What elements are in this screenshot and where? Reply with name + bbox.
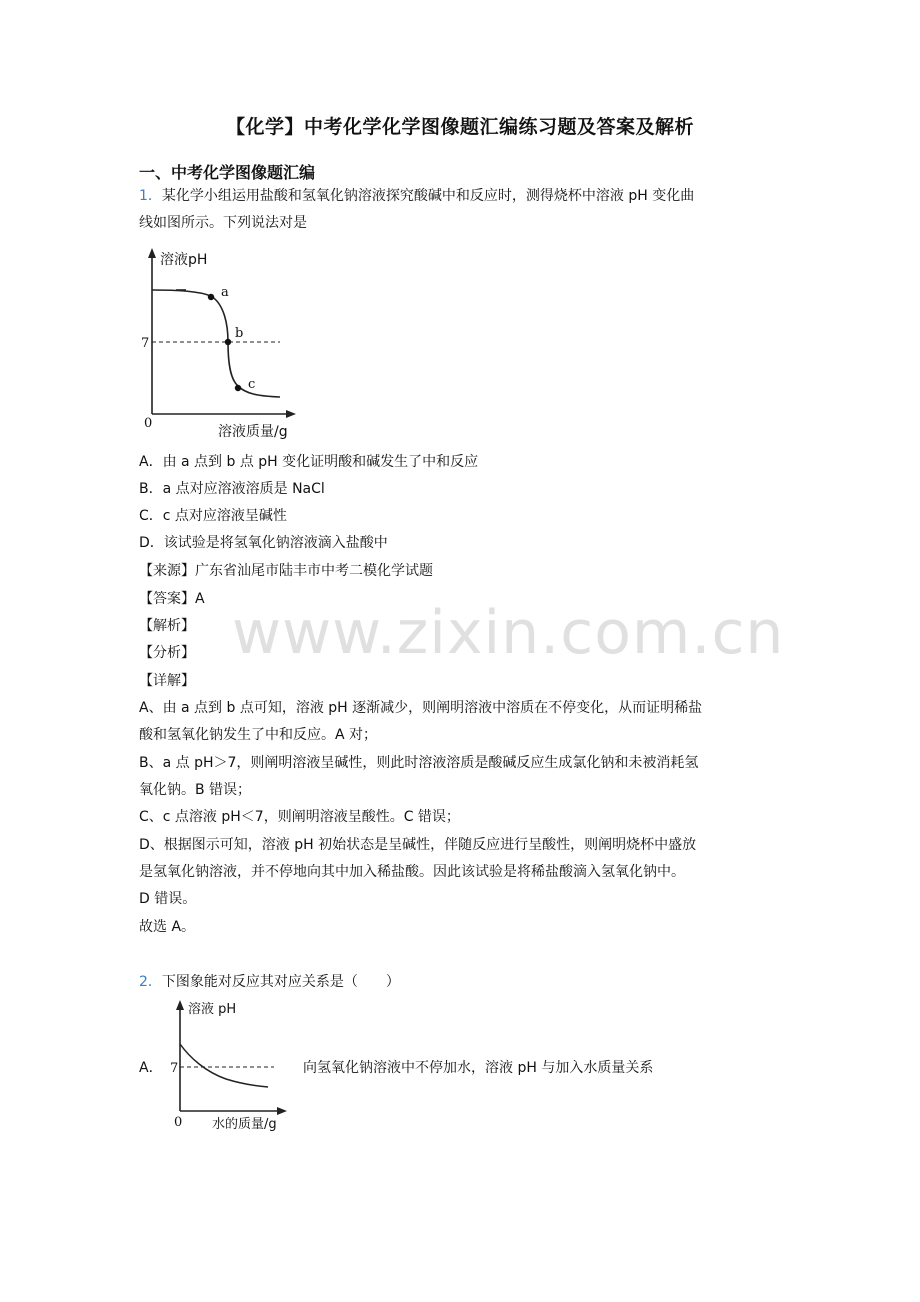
- q1-explain-line: B、a 点 pH＞7，则阐明溶液呈碱性，则此时溶液溶质是酸碱反应生成氯化钠和未被消耗氢: [139, 755, 699, 771]
- q2-y-axis-label: 溶液 pH: [188, 1002, 237, 1017]
- q1-x-axis-label: 溶液质量/g: [218, 424, 288, 440]
- q1-label-b: b: [235, 326, 244, 341]
- q2-option-a-figure: [166, 996, 291, 1131]
- q1-explain-line: D 错误。: [139, 891, 197, 907]
- q2-x-axis-arrow: [277, 1107, 287, 1115]
- q1-answer: 【答案】A: [139, 591, 205, 607]
- q1-y-axis-arrow: [148, 248, 156, 258]
- q1-option-c: C．c 点对应溶液呈碱性: [139, 508, 287, 524]
- q2-ph-curve: [180, 1044, 268, 1087]
- q1-explain-line: 是氢氧化钠溶液，并不停地向其中加入稀盐酸。因此该试验是将稀盐酸滴入氢氧化钠中。: [139, 864, 685, 880]
- q1-fenxi-heading: 【分析】: [139, 645, 195, 661]
- q1-origin-label: 0: [144, 416, 153, 431]
- q1-source: 【来源】广东省汕尾市陆丰市中考二模化学试题: [139, 563, 433, 579]
- q1-ph-curve-figure: [138, 244, 313, 444]
- q2-ytick-7: 7: [170, 1061, 179, 1076]
- q1-analysis-heading: 【解析】: [139, 618, 195, 634]
- q1-option-d: D．该试验是将氢氧化钠溶液滴入盐酸中: [139, 535, 388, 551]
- q1-stem-line1: [139, 186, 694, 206]
- q1-label-a: a: [221, 285, 229, 300]
- q1-detail-heading: 【详解】: [139, 673, 195, 689]
- q1-option-a: A．由 a 点到 b 点 pH 变化证明酸和碱发生了中和反应: [139, 454, 479, 470]
- q1-option-b: B．a 点对应溶液溶质是 NaCl: [139, 481, 325, 497]
- q2-stem-text: 下图象能对反应其对应关系是（ ）: [161, 974, 400, 990]
- q1-stem-text1: 某化学小组运用盐酸和氢氧化钠溶液探究酸碱中和反应时，测得烧杯中溶液 pH 变化曲: [161, 188, 695, 204]
- q1-label-c: c: [248, 377, 256, 392]
- q1-point-c: [235, 385, 241, 391]
- q1-explain-line: 氧化钠。B 错误；: [139, 782, 252, 798]
- section-title: 一、中考化学图像题汇编: [139, 163, 316, 182]
- q2-stem-line: [139, 972, 400, 992]
- q1-conclusion: 故选 A。: [139, 919, 196, 935]
- q1-point-a: [208, 294, 214, 300]
- q2-origin-label: 0: [174, 1115, 183, 1130]
- q2-option-a-text: 向氢氧化钠溶液中不停加水，溶液 pH 与加入水质量关系: [303, 1060, 654, 1076]
- q1-y-axis-label: 溶液pH: [160, 252, 208, 268]
- q1-ytick-7: 7: [141, 336, 150, 351]
- q1-point-b: [225, 339, 231, 345]
- q1-explain-line: A、由 a 点到 b 点可知，溶液 pH 逐渐减少，则阐明溶液中溶质在不停变化，从而证明稀盐: [139, 700, 703, 716]
- watermark: www.zixin.com.cn: [232, 598, 785, 668]
- page-title: 【化学】中考化学化学图像题汇编练习题及答案及解析: [225, 116, 694, 138]
- q2-y-axis-arrow: [176, 1000, 184, 1010]
- q2-option-a-label: A．: [139, 1060, 163, 1076]
- q1-x-axis-arrow: [286, 410, 296, 418]
- q2-number: 2．: [139, 974, 162, 990]
- q1-explain-line: 酸和氢氧化钠发生了中和反应。A 对；: [139, 727, 378, 743]
- q1-stem-line2: 线如图所示。下列说法对是: [139, 215, 307, 231]
- q1-number: 1．: [139, 188, 162, 204]
- q1-explain-line: D、根据图示可知，溶液 pH 初始状态是呈碱性，伴随反应进行呈酸性，则阐明烧杯中盛放: [139, 837, 697, 853]
- q1-ph-curve: [152, 290, 280, 397]
- q2-x-axis-label: 水的质量/g: [212, 1117, 277, 1132]
- q1-explain-line: C、c 点溶液 pH＜7，则阐明溶液呈酸性。C 错误；: [139, 809, 460, 825]
